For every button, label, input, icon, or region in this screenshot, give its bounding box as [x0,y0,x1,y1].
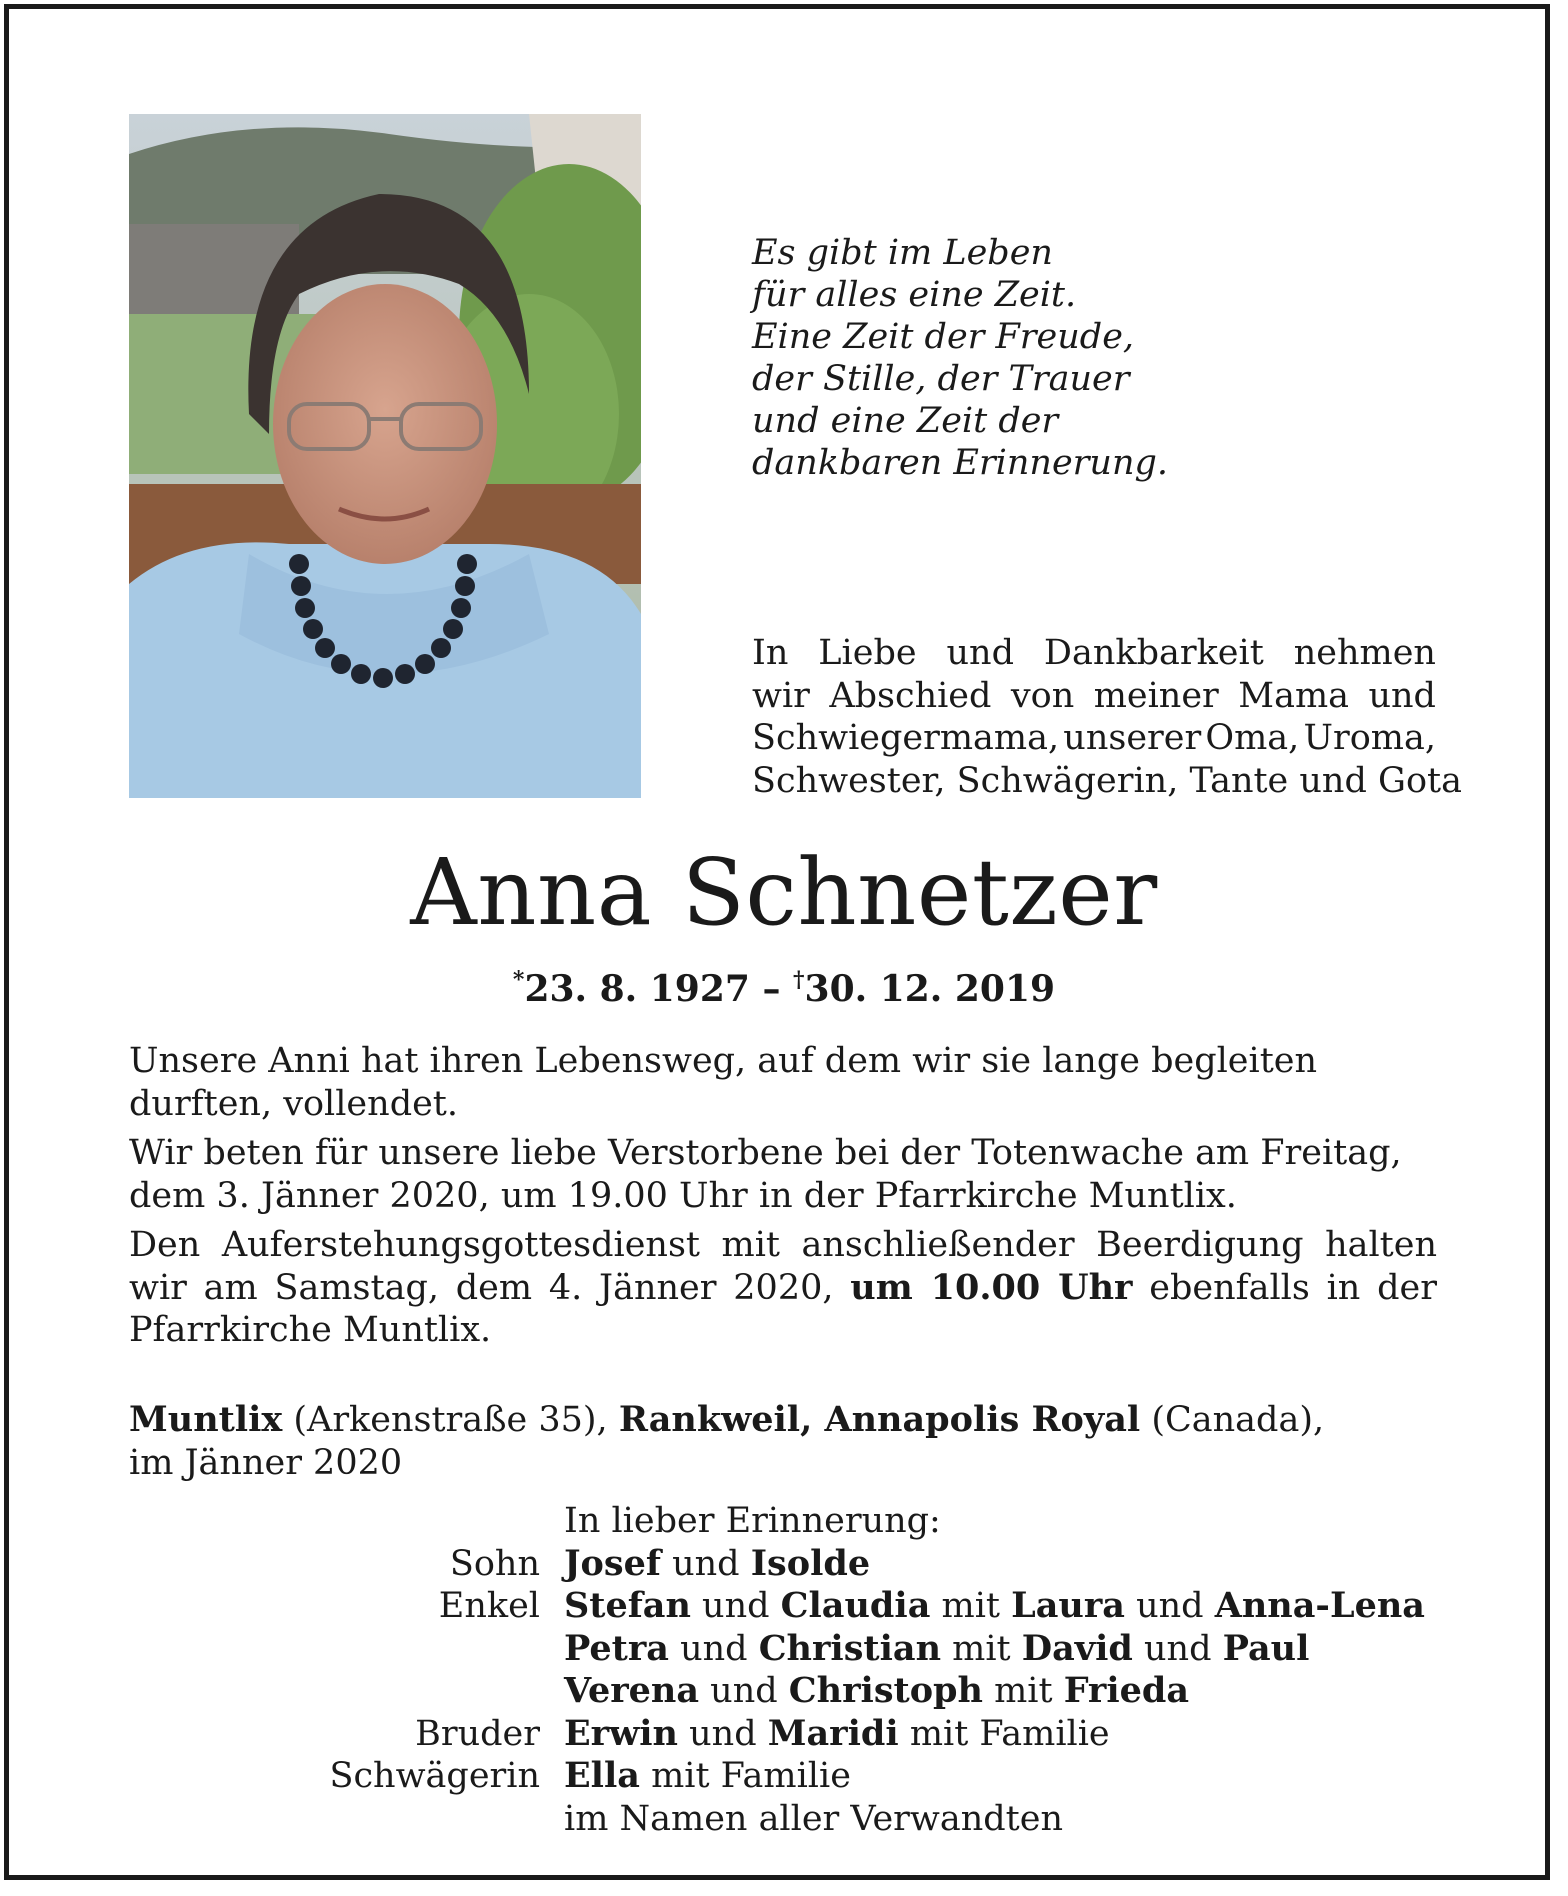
farewell-text [752,632,1462,802]
deceased-name: Anna Schnetzer [410,839,1158,946]
word: von [1010,675,1075,716]
word: Oma, [1205,718,1300,758]
word: In [752,633,789,673]
conj: und [1132,1628,1223,1669]
conj: und [660,1543,751,1584]
mourner-names [564,1543,1500,1586]
service-time: um 10.00 Uhr [850,1266,1133,1308]
name: Verena [564,1670,700,1711]
conj: und [668,1628,759,1669]
announcement-body [129,1040,1437,1359]
mourners-list [300,1500,1500,1840]
conj: mit Familie [898,1713,1110,1754]
mourner-row [300,1628,1500,1671]
word: Mama [1238,675,1349,716]
country: (Canada), [1140,1400,1325,1440]
paragraph: Wir beten für unsere liebe Verstorbene bei der Totenwache am Freitag, dem 3. Jänner 2020, um 19.00 Uhr in der Pfarrkirche Muntlix. [129,1133,1402,1216]
farewell-line: Schwester, Schwägerin, Tante und Gota [752,760,1462,801]
name: Claudia [780,1585,931,1626]
towns: Rankweil, Annapolis Royal [618,1399,1141,1440]
town: Muntlix [129,1399,283,1440]
name: David [1021,1627,1133,1669]
mourner-names [564,1585,1500,1628]
life-dates [0,958,1568,1011]
role-label [300,1798,564,1841]
name: Paul [1222,1627,1310,1669]
closing-line: im Namen aller Verwandten [564,1798,1063,1839]
paragraph: Unsere Anni hat ihren Lebensweg, auf dem wir sie lange begleiten durften, vollendet. [129,1041,1318,1124]
name: Josef [564,1542,661,1584]
role-label [300,1670,564,1713]
role-label [300,1500,564,1543]
mourner-row [300,1798,1500,1841]
poem-line: dankbaren Erinnerung. [752,443,1169,483]
death-date: 30. 12. 2019 [804,968,1056,1010]
conj: und [699,1671,789,1711]
conj: mit [930,1586,1012,1626]
mourners-intro: In lieber Erinnerung: [564,1501,941,1541]
mourner-row [300,1670,1500,1713]
name: Anna-Lena [1214,1585,1425,1626]
conj: und [1124,1586,1215,1626]
place-line [129,1399,1429,1442]
word: Abschied [829,675,992,716]
word: Schwiegermama, [752,718,1060,758]
birth-date: 23. 8. 1927 [524,968,750,1010]
name: Frieda [1063,1670,1190,1711]
death-symbol: † [793,967,805,993]
mourner-names [564,1713,1500,1756]
poem-line: der Stille, der Trauer [752,359,1130,399]
name: Christoph [788,1670,983,1711]
poem [752,232,1452,484]
conj: und [678,1713,768,1754]
farewell-line [752,632,1436,675]
role-label [300,1628,564,1671]
name: Isolde [750,1542,871,1584]
portrait-photo [129,114,641,798]
word: nehmen [1293,633,1436,673]
conj: und [690,1586,781,1626]
word: Uroma, [1303,718,1436,758]
poem-line: Es gibt im Leben [752,233,1053,273]
date-separator: – [762,968,781,1010]
name: Petra [564,1627,669,1669]
name: Stefan [564,1585,691,1626]
word: und [946,633,1014,673]
poem-line: für alles eine Zeit. [752,275,1077,315]
farewell-line [752,675,1436,718]
word: Dankbarkeit [1043,633,1264,673]
mourner-names [564,1628,1500,1671]
poem-line: und eine Zeit der [752,401,1059,441]
name: Ella [564,1755,640,1796]
mourner-names [564,1755,1500,1798]
place-and-date [129,1399,1429,1484]
word: Liebe [818,633,917,673]
word: unserer [1063,718,1202,758]
role-label: Bruder [415,1713,540,1754]
paragraph [129,1224,1437,1352]
farewell-line [752,717,1436,760]
word: wir [752,675,810,716]
role-label: Schwägerin [329,1756,540,1796]
name: Maridi [767,1712,899,1754]
conj: mit [941,1628,1022,1669]
text: ebenfalls in der Pfarrkirche Muntlix. [129,1267,1437,1350]
mourner-row [300,1713,1500,1756]
conj: mit Familie [639,1756,851,1796]
date-line: im Jänner 2020 [129,1442,403,1483]
mourner-names [564,1670,1500,1713]
role-label: Enkel [438,1586,540,1626]
conj: mit [982,1671,1064,1711]
birth-symbol: * [512,967,525,993]
word: und [1368,675,1436,716]
name: Laura [1011,1585,1125,1626]
name: Christian [758,1627,942,1669]
mourners-intro-row [300,1500,1500,1543]
mourner-row [300,1585,1500,1628]
address: (Arkenstraße 35), [282,1400,619,1440]
name: Erwin [564,1712,678,1754]
mourner-row [300,1543,1500,1586]
text: Den Auferstehungsgottesdienst mit anschließender Beerdigung halten wir am Samstag, dem 4. Jänner 2020, [129,1225,1437,1308]
role-label: Sohn [449,1543,540,1584]
poem-line: Eine Zeit der Freude, [752,317,1135,357]
word: meiner [1093,675,1219,716]
mourner-row [300,1755,1500,1798]
